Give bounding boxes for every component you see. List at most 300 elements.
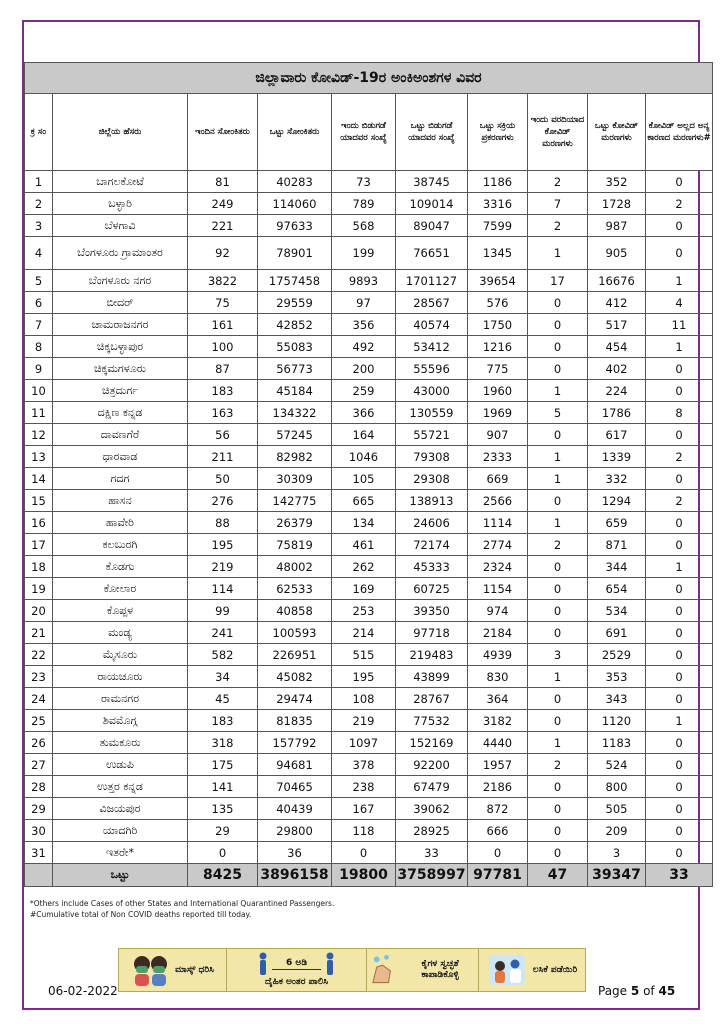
column-header: ಕೋವಿಡ್ ಅಲ್ಲದ ಅನ್ಯ ಕಾರಣದ ಮರಣಗಳು# bbox=[646, 94, 713, 171]
value-cell: 99 bbox=[188, 600, 258, 622]
value-cell: 42852 bbox=[258, 314, 332, 336]
value-cell: 100 bbox=[188, 336, 258, 358]
value-cell: 0 bbox=[528, 556, 588, 578]
row-number-cell: 15 bbox=[25, 490, 53, 512]
value-cell: 344 bbox=[588, 556, 646, 578]
value-cell: 60725 bbox=[396, 578, 468, 600]
value-cell: 2 bbox=[528, 534, 588, 556]
value-cell: 0 bbox=[646, 732, 713, 754]
district-name-cell: ಬೆಂಗಳೂರು ನಗರ bbox=[53, 270, 188, 292]
value-cell: 0 bbox=[646, 534, 713, 556]
value-cell: 789 bbox=[332, 193, 396, 215]
value-cell: 2 bbox=[646, 193, 713, 215]
district-name-cell: ರಾಯಚೂರು bbox=[53, 666, 188, 688]
table-row bbox=[25, 600, 713, 622]
value-cell: 72174 bbox=[396, 534, 468, 556]
value-cell: 45082 bbox=[258, 666, 332, 688]
row-number-cell: 1 bbox=[25, 171, 53, 193]
row-number-cell: 11 bbox=[25, 402, 53, 424]
page-prefix: Page bbox=[598, 984, 628, 998]
value-cell: 654 bbox=[588, 578, 646, 600]
distance-text-2: ದೈಹಿಕ ಅಂತರ ಪಾಲಿಸಿ bbox=[264, 977, 329, 987]
value-cell: 2184 bbox=[468, 622, 528, 644]
value-cell: 1728 bbox=[588, 193, 646, 215]
value-cell: 0 bbox=[646, 820, 713, 842]
value-cell: 262 bbox=[332, 556, 396, 578]
district-covid-table bbox=[24, 62, 713, 887]
value-cell: 568 bbox=[332, 215, 396, 237]
person-icon bbox=[325, 952, 335, 976]
value-cell: 97718 bbox=[396, 622, 468, 644]
value-cell: 515 bbox=[332, 644, 396, 666]
value-cell: 97 bbox=[332, 292, 396, 314]
value-cell: 81 bbox=[188, 171, 258, 193]
value-cell: 352 bbox=[588, 171, 646, 193]
district-name-cell: ಯಾದಗಿರಿ bbox=[53, 820, 188, 842]
district-name-cell: ಚಾಮರಾಜನಗರ bbox=[53, 314, 188, 336]
table-row bbox=[25, 798, 713, 820]
value-cell: 39062 bbox=[396, 798, 468, 820]
value-cell: 34 bbox=[188, 666, 258, 688]
district-name-cell: ಕೋಲಾರ bbox=[53, 578, 188, 600]
value-cell: 0 bbox=[646, 776, 713, 798]
value-cell: 0 bbox=[528, 842, 588, 864]
column-header: ಇಂದಿನ ಸೋಂಕಿತರು bbox=[188, 94, 258, 171]
value-cell: 1 bbox=[528, 446, 588, 468]
value-cell: 659 bbox=[588, 512, 646, 534]
value-cell: 78901 bbox=[258, 237, 332, 270]
value-cell: 89047 bbox=[396, 215, 468, 237]
value-cell: 1114 bbox=[468, 512, 528, 534]
value-cell: 617 bbox=[588, 424, 646, 446]
row-number-cell: 20 bbox=[25, 600, 53, 622]
value-cell: 576 bbox=[468, 292, 528, 314]
person-icon bbox=[258, 952, 268, 976]
value-cell: 76651 bbox=[396, 237, 468, 270]
row-number-cell: 26 bbox=[25, 732, 53, 754]
value-cell: 1216 bbox=[468, 336, 528, 358]
value-cell: 16676 bbox=[588, 270, 646, 292]
row-number-cell: 10 bbox=[25, 380, 53, 402]
table-row bbox=[25, 358, 713, 380]
hand-wash-text: ಕೈಗಳ ಸ್ವಚ್ಛತೆ ಕಾಪಾಡಿಕೊಳ್ಳಿ bbox=[421, 959, 459, 980]
column-header: ಇಂದು ವರದಿಯಾದ ಕೋವಿಡ್ ಮರಣಗಳು bbox=[528, 94, 588, 171]
value-cell: 454 bbox=[588, 336, 646, 358]
value-cell: 29 bbox=[188, 820, 258, 842]
value-cell: 226951 bbox=[258, 644, 332, 666]
value-cell: 157792 bbox=[258, 732, 332, 754]
value-cell: 0 bbox=[528, 820, 588, 842]
value-cell: 0 bbox=[646, 600, 713, 622]
value-cell: 517 bbox=[588, 314, 646, 336]
value-cell: 1183 bbox=[588, 732, 646, 754]
value-cell: 28767 bbox=[396, 688, 468, 710]
value-cell: 40439 bbox=[258, 798, 332, 820]
value-cell: 211 bbox=[188, 446, 258, 468]
value-cell: 1046 bbox=[332, 446, 396, 468]
table-row bbox=[25, 193, 713, 215]
table-row bbox=[25, 578, 713, 600]
value-cell: 219 bbox=[332, 710, 396, 732]
value-cell: 75 bbox=[188, 292, 258, 314]
value-cell: 199 bbox=[332, 237, 396, 270]
row-number-cell: 2 bbox=[25, 193, 53, 215]
value-cell: 29800 bbox=[258, 820, 332, 842]
value-cell: 105 bbox=[332, 468, 396, 490]
table-row bbox=[25, 171, 713, 193]
value-cell: 214 bbox=[332, 622, 396, 644]
row-number-cell: 17 bbox=[25, 534, 53, 556]
value-cell: 2 bbox=[528, 754, 588, 776]
value-cell: 1 bbox=[528, 237, 588, 270]
value-cell: 43899 bbox=[396, 666, 468, 688]
value-cell: 39654 bbox=[468, 270, 528, 292]
value-cell: 1 bbox=[646, 710, 713, 732]
value-cell: 73 bbox=[332, 171, 396, 193]
face-mask-icon bbox=[131, 952, 169, 988]
value-cell: 3182 bbox=[468, 710, 528, 732]
value-cell: 100593 bbox=[258, 622, 332, 644]
value-cell: 77532 bbox=[396, 710, 468, 732]
table-row bbox=[25, 710, 713, 732]
value-cell: 0 bbox=[646, 215, 713, 237]
value-cell: 45333 bbox=[396, 556, 468, 578]
vaccine-icon bbox=[487, 953, 527, 987]
table-row bbox=[25, 402, 713, 424]
row-number-cell: 25 bbox=[25, 710, 53, 732]
value-cell: 3 bbox=[588, 842, 646, 864]
value-cell: 0 bbox=[646, 754, 713, 776]
mask-text: ಮಾಸ್ಕ್ ಧರಿಸಿ bbox=[175, 964, 214, 975]
column-header: ಒಟ್ಟು ಕೋವಿಡ್ ಮರಣಗಳು bbox=[588, 94, 646, 171]
district-name-cell: ಬಳ್ಳಾರಿ bbox=[53, 193, 188, 215]
table-row bbox=[25, 424, 713, 446]
value-cell: 114060 bbox=[258, 193, 332, 215]
district-name-cell: ಕೊಡಗು bbox=[53, 556, 188, 578]
value-cell: 2 bbox=[528, 215, 588, 237]
value-cell: 1957 bbox=[468, 754, 528, 776]
value-cell: 402 bbox=[588, 358, 646, 380]
value-cell: 26379 bbox=[258, 512, 332, 534]
column-header: ಜಿಲ್ಲೆಯ ಹೆಸರು bbox=[53, 94, 188, 171]
value-cell: 987 bbox=[588, 215, 646, 237]
value-cell: 4939 bbox=[468, 644, 528, 666]
value-cell: 0 bbox=[332, 842, 396, 864]
value-cell: 249 bbox=[188, 193, 258, 215]
table-row bbox=[25, 776, 713, 798]
footnotes bbox=[30, 898, 334, 920]
value-cell: 221 bbox=[188, 215, 258, 237]
value-cell: 97633 bbox=[258, 215, 332, 237]
value-cell: 0 bbox=[646, 171, 713, 193]
report-date: 06-02-2022 bbox=[48, 984, 118, 998]
value-cell: 0 bbox=[188, 842, 258, 864]
table-row bbox=[25, 512, 713, 534]
value-cell: 114 bbox=[188, 578, 258, 600]
value-cell: 0 bbox=[646, 358, 713, 380]
district-name-cell: ಮೈಸೂರು bbox=[53, 644, 188, 666]
table-row bbox=[25, 688, 713, 710]
district-name-cell: ಕಲಬುರಗಿ bbox=[53, 534, 188, 556]
row-number-cell: 9 bbox=[25, 358, 53, 380]
total-value-cell: 39347 bbox=[588, 864, 646, 887]
row-number-cell: 12 bbox=[25, 424, 53, 446]
value-cell: 134322 bbox=[258, 402, 332, 424]
total-value-cell: 33 bbox=[646, 864, 713, 887]
value-cell: 57245 bbox=[258, 424, 332, 446]
value-cell: 75819 bbox=[258, 534, 332, 556]
district-name-cell: ಬಾಗಲಕೋಟೆ bbox=[53, 171, 188, 193]
district-name-cell: ಕೊಪ್ಪಳ bbox=[53, 600, 188, 622]
value-cell: 2324 bbox=[468, 556, 528, 578]
value-cell: 200 bbox=[332, 358, 396, 380]
value-cell: 0 bbox=[528, 688, 588, 710]
table-body bbox=[25, 171, 713, 864]
value-cell: 0 bbox=[646, 512, 713, 534]
distance-panel bbox=[227, 949, 367, 991]
value-cell: 666 bbox=[468, 820, 528, 842]
value-cell: 175 bbox=[188, 754, 258, 776]
table-row bbox=[25, 490, 713, 512]
hand-wash-icon bbox=[367, 953, 396, 987]
value-cell: 461 bbox=[332, 534, 396, 556]
row-number-cell: 4 bbox=[25, 237, 53, 270]
value-cell: 1960 bbox=[468, 380, 528, 402]
value-cell: 48002 bbox=[258, 556, 332, 578]
value-cell: 364 bbox=[468, 688, 528, 710]
value-cell: 1339 bbox=[588, 446, 646, 468]
row-number-cell: 28 bbox=[25, 776, 53, 798]
value-cell: 1345 bbox=[468, 237, 528, 270]
row-number-cell: 24 bbox=[25, 688, 53, 710]
value-cell: 871 bbox=[588, 534, 646, 556]
value-cell: 1750 bbox=[468, 314, 528, 336]
row-number-cell: 27 bbox=[25, 754, 53, 776]
district-name-cell: ಚಿಕ್ಕಬಳ್ಳಾಪುರ bbox=[53, 336, 188, 358]
value-cell: 219483 bbox=[396, 644, 468, 666]
value-cell: 29474 bbox=[258, 688, 332, 710]
district-name-cell: ಹಾವೇರಿ bbox=[53, 512, 188, 534]
value-cell: 40574 bbox=[396, 314, 468, 336]
value-cell: 378 bbox=[332, 754, 396, 776]
value-cell: 0 bbox=[528, 358, 588, 380]
district-name-cell: ಇತರೇ* bbox=[53, 842, 188, 864]
value-cell: 0 bbox=[528, 490, 588, 512]
value-cell: 665 bbox=[332, 490, 396, 512]
table-title: ಜಿಲ್ಲಾವಾರು ಕೋವಿಡ್-19ರ ಅಂಕಿಅಂಶಗಳ ವಿವರ bbox=[25, 63, 713, 94]
value-cell: 1 bbox=[528, 512, 588, 534]
value-cell: 0 bbox=[646, 842, 713, 864]
value-cell: 0 bbox=[468, 842, 528, 864]
value-cell: 130559 bbox=[396, 402, 468, 424]
value-cell: 0 bbox=[528, 798, 588, 820]
total-value-cell: 19800 bbox=[332, 864, 396, 887]
column-header: ಒಟ್ಟು ಸೋಂಕಿತರು bbox=[258, 94, 332, 171]
value-cell: 0 bbox=[646, 424, 713, 446]
value-cell: 2333 bbox=[468, 446, 528, 468]
district-name-cell: ಚಿತ್ರದುರ್ಗ bbox=[53, 380, 188, 402]
vaccine-panel bbox=[479, 949, 585, 991]
district-name-cell: ಬೆಂಗಳೂರು ಗ್ರಾಮಾಂತರ bbox=[53, 237, 188, 270]
value-cell: 209 bbox=[588, 820, 646, 842]
total-value-cell: 3896158 bbox=[258, 864, 332, 887]
value-cell: 1294 bbox=[588, 490, 646, 512]
row-number-cell: 23 bbox=[25, 666, 53, 688]
row-number-cell: 16 bbox=[25, 512, 53, 534]
total-label-cell: ಒಟ್ಟು bbox=[53, 864, 188, 887]
district-name-cell: ಶಿವಮೊಗ್ಗ bbox=[53, 710, 188, 732]
value-cell: 36 bbox=[258, 842, 332, 864]
value-cell: 8 bbox=[646, 402, 713, 424]
value-cell: 67479 bbox=[396, 776, 468, 798]
table-row bbox=[25, 314, 713, 336]
value-cell: 1097 bbox=[332, 732, 396, 754]
value-cell: 81835 bbox=[258, 710, 332, 732]
value-cell: 412 bbox=[588, 292, 646, 314]
value-cell: 55596 bbox=[396, 358, 468, 380]
value-cell: 2 bbox=[528, 171, 588, 193]
row-number-cell: 21 bbox=[25, 622, 53, 644]
value-cell: 152169 bbox=[396, 732, 468, 754]
value-cell: 219 bbox=[188, 556, 258, 578]
row-number-cell: 14 bbox=[25, 468, 53, 490]
value-cell: 142775 bbox=[258, 490, 332, 512]
table-row bbox=[25, 237, 713, 270]
total-value-cell: 8425 bbox=[188, 864, 258, 887]
value-cell: 2186 bbox=[468, 776, 528, 798]
value-cell: 1701127 bbox=[396, 270, 468, 292]
vaccine-text: ಲಸಿಕೆ ಪಡೆಯಿರಿ bbox=[532, 964, 578, 975]
value-cell: 134 bbox=[332, 512, 396, 534]
value-cell: 0 bbox=[528, 424, 588, 446]
row-number-cell: 3 bbox=[25, 215, 53, 237]
page-number bbox=[598, 984, 675, 998]
value-cell: 974 bbox=[468, 600, 528, 622]
value-cell: 905 bbox=[588, 237, 646, 270]
value-cell: 29308 bbox=[396, 468, 468, 490]
value-cell: 167 bbox=[332, 798, 396, 820]
value-cell: 135 bbox=[188, 798, 258, 820]
value-cell: 79308 bbox=[396, 446, 468, 468]
value-cell: 253 bbox=[332, 600, 396, 622]
value-cell: 0 bbox=[646, 644, 713, 666]
value-cell: 1 bbox=[528, 666, 588, 688]
district-name-cell: ದಕ್ಷಿಣ ಕನ್ನಡ bbox=[53, 402, 188, 424]
value-cell: 82982 bbox=[258, 446, 332, 468]
value-cell: 109014 bbox=[396, 193, 468, 215]
value-cell: 259 bbox=[332, 380, 396, 402]
district-name-cell: ಹಾಸನ bbox=[53, 490, 188, 512]
table-row bbox=[25, 622, 713, 644]
value-cell: 505 bbox=[588, 798, 646, 820]
value-cell: 907 bbox=[468, 424, 528, 446]
value-cell: 524 bbox=[588, 754, 646, 776]
value-cell: 691 bbox=[588, 622, 646, 644]
table-row bbox=[25, 842, 713, 864]
value-cell: 88 bbox=[188, 512, 258, 534]
total-value-cell: 97781 bbox=[468, 864, 528, 887]
value-cell: 276 bbox=[188, 490, 258, 512]
district-name-cell: ಬೀದರ್ bbox=[53, 292, 188, 314]
value-cell: 87 bbox=[188, 358, 258, 380]
value-cell: 183 bbox=[188, 380, 258, 402]
value-cell: 45 bbox=[188, 688, 258, 710]
row-number-cell: 30 bbox=[25, 820, 53, 842]
value-cell: 534 bbox=[588, 600, 646, 622]
value-cell: 53412 bbox=[396, 336, 468, 358]
row-number-cell: 31 bbox=[25, 842, 53, 864]
district-name-cell: ಬೆಳಗಾವಿ bbox=[53, 215, 188, 237]
total-row bbox=[25, 864, 713, 887]
value-cell: 872 bbox=[468, 798, 528, 820]
value-cell: 1786 bbox=[588, 402, 646, 424]
value-cell: 669 bbox=[468, 468, 528, 490]
value-cell: 582 bbox=[188, 644, 258, 666]
value-cell: 163 bbox=[188, 402, 258, 424]
value-cell: 1 bbox=[528, 732, 588, 754]
value-cell: 0 bbox=[528, 336, 588, 358]
value-cell: 28925 bbox=[396, 820, 468, 842]
value-cell: 0 bbox=[646, 622, 713, 644]
district-name-cell: ರಾಮನಗರ bbox=[53, 688, 188, 710]
value-cell: 4 bbox=[646, 292, 713, 314]
value-cell: 0 bbox=[646, 688, 713, 710]
value-cell: 318 bbox=[188, 732, 258, 754]
district-name-cell: ದಾವಣಗೆರೆ bbox=[53, 424, 188, 446]
value-cell: 50 bbox=[188, 468, 258, 490]
value-cell: 1 bbox=[646, 336, 713, 358]
value-cell: 2 bbox=[646, 490, 713, 512]
value-cell: 56773 bbox=[258, 358, 332, 380]
value-cell: 0 bbox=[646, 237, 713, 270]
value-cell: 2566 bbox=[468, 490, 528, 512]
value-cell: 108 bbox=[332, 688, 396, 710]
value-cell: 30309 bbox=[258, 468, 332, 490]
value-cell: 2774 bbox=[468, 534, 528, 556]
value-cell: 183 bbox=[188, 710, 258, 732]
value-cell: 775 bbox=[468, 358, 528, 380]
value-cell: 0 bbox=[646, 666, 713, 688]
district-name-cell: ಉಡುಪಿ bbox=[53, 754, 188, 776]
page-total: 45 bbox=[658, 984, 676, 998]
value-cell: 195 bbox=[332, 666, 396, 688]
value-cell: 0 bbox=[528, 578, 588, 600]
table-row bbox=[25, 732, 713, 754]
value-cell: 56 bbox=[188, 424, 258, 446]
value-cell: 161 bbox=[188, 314, 258, 336]
value-cell: 492 bbox=[332, 336, 396, 358]
value-cell: 3 bbox=[528, 644, 588, 666]
table-row bbox=[25, 754, 713, 776]
row-number-cell: 8 bbox=[25, 336, 53, 358]
table-row bbox=[25, 270, 713, 292]
table-row bbox=[25, 820, 713, 842]
value-cell: 7599 bbox=[468, 215, 528, 237]
value-cell: 1186 bbox=[468, 171, 528, 193]
value-cell: 138913 bbox=[396, 490, 468, 512]
row-number-cell: 5 bbox=[25, 270, 53, 292]
table-row bbox=[25, 446, 713, 468]
row-number-cell: 7 bbox=[25, 314, 53, 336]
row-number-cell: 22 bbox=[25, 644, 53, 666]
total-value-cell: 3758997 bbox=[396, 864, 468, 887]
table-row bbox=[25, 534, 713, 556]
table-row bbox=[25, 215, 713, 237]
value-cell: 24606 bbox=[396, 512, 468, 534]
value-cell: 40858 bbox=[258, 600, 332, 622]
value-cell: 1 bbox=[528, 468, 588, 490]
value-cell: 353 bbox=[588, 666, 646, 688]
